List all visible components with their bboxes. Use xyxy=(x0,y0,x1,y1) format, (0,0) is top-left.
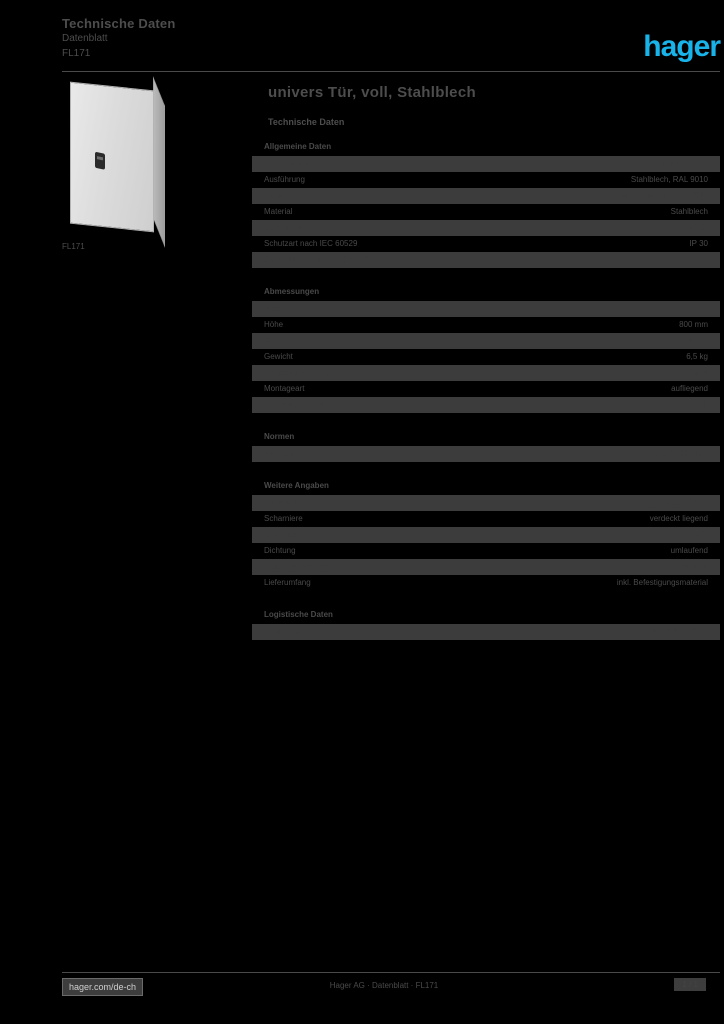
spec-group-table xyxy=(252,280,720,413)
spec-group-table xyxy=(252,135,720,268)
document-page xyxy=(44,0,724,1024)
spec-group-header xyxy=(252,425,720,446)
spec-value: Stahlblech xyxy=(670,207,708,216)
table-row xyxy=(252,381,720,397)
spec-label: Dichtung xyxy=(264,546,296,555)
header-divider xyxy=(62,71,720,72)
spec-value: vorhanden xyxy=(486,559,720,575)
table-row xyxy=(252,156,720,172)
spec-value: 18 mm xyxy=(486,333,720,349)
spec-group-title: Normen xyxy=(264,432,295,441)
spec-label: Breite xyxy=(252,301,486,317)
spec-group-title: Allgemeine Daten xyxy=(264,142,332,151)
spec-label: Öffnungswinkel xyxy=(252,527,486,543)
table-row xyxy=(252,365,720,381)
spec-value: inkl. Befestigungsmaterial xyxy=(616,578,708,587)
spec-value: aufliegend xyxy=(671,384,708,393)
door-face-shape xyxy=(70,82,154,233)
table-row xyxy=(252,204,720,220)
spec-group-header xyxy=(252,603,720,624)
spec-value: Doppelbart 3 mm xyxy=(486,495,720,511)
table-row xyxy=(252,333,720,349)
table-row xyxy=(252,527,720,543)
spec-value: 800 mm xyxy=(679,320,708,329)
spec-value: IP 30 xyxy=(689,239,708,248)
product-image-column xyxy=(62,84,212,251)
table-row xyxy=(252,172,720,188)
specification-column xyxy=(252,84,720,652)
spec-value: 3250611710014 xyxy=(486,624,720,640)
table-row xyxy=(252,495,720,511)
table-row xyxy=(252,220,720,236)
spec-value: umlaufend xyxy=(670,546,708,555)
table-row xyxy=(252,624,720,640)
section-label: Technische Daten xyxy=(268,117,345,127)
footer-center-text: Hager AG · Datenblatt · FL171 xyxy=(329,981,439,990)
table-row xyxy=(252,446,720,462)
table-row xyxy=(252,349,720,365)
door-handle-icon xyxy=(95,152,105,170)
spec-label: Oberfläche xyxy=(252,220,486,236)
brand-logo: hager xyxy=(643,30,720,63)
spec-group-title: Abmessungen xyxy=(264,287,320,296)
spec-label: Tiefe xyxy=(252,333,486,349)
table-row xyxy=(252,301,720,317)
table-row xyxy=(252,188,720,204)
spec-value: 1 Stück xyxy=(486,365,720,381)
footer-page-number: 1 / 1 xyxy=(674,978,706,991)
document-reference: FL171 xyxy=(62,48,91,59)
spec-label: Bezeichnung xyxy=(252,156,486,172)
spec-label: Material xyxy=(264,207,293,216)
spec-label: Anschlagwechsel xyxy=(252,397,486,413)
table-row xyxy=(252,397,720,413)
spec-label: Farbe xyxy=(252,188,486,204)
spec-group-table xyxy=(252,474,720,591)
spec-value: univers Tür voll xyxy=(486,156,720,172)
spec-group-header xyxy=(252,474,720,495)
footer-website-link[interactable]: hager.com/de-ch xyxy=(62,978,143,996)
document-header xyxy=(44,16,724,72)
spec-value: IEC 61439-1/-2 xyxy=(486,446,720,462)
specification-tables xyxy=(252,135,720,640)
spec-label: Höhe xyxy=(264,320,284,329)
spec-group-header xyxy=(252,135,720,156)
spec-label: Schutzklasse nach IEC 61140 xyxy=(252,252,486,268)
table-row xyxy=(252,575,720,591)
spec-group-table xyxy=(252,425,720,462)
table-row xyxy=(252,543,720,559)
spec-label: Lieferumfang xyxy=(264,578,311,587)
spec-label: Verpackungseinheit xyxy=(252,365,486,381)
spec-value: 6,5 kg xyxy=(686,352,708,361)
spec-group-table xyxy=(252,603,720,640)
document-subtitle: Datenblatt xyxy=(62,33,108,44)
page-title: Technische Daten xyxy=(62,16,176,31)
table-row xyxy=(252,236,720,252)
table-row xyxy=(252,511,720,527)
spec-group-title: Weitere Angaben xyxy=(264,481,329,490)
spec-label: Normen xyxy=(252,446,486,462)
door-edge-shape xyxy=(153,76,165,248)
spec-label: Ausführung xyxy=(264,175,305,184)
spec-value: 120° xyxy=(486,527,720,543)
spec-value: möglich xyxy=(486,397,720,413)
spec-label: Montageart xyxy=(264,384,305,393)
image-caption: FL171 xyxy=(62,242,85,251)
spec-value: pulverbeschichtet xyxy=(486,220,720,236)
spec-label: Scharniere xyxy=(264,514,303,523)
table-row xyxy=(252,252,720,268)
table-row xyxy=(252,317,720,333)
spec-group-title: Logistische Daten xyxy=(264,610,333,619)
spec-group-header xyxy=(252,280,720,301)
spec-label: EAN Code xyxy=(252,624,486,640)
spec-value: verkehrsweiss RAL 9010 xyxy=(486,188,720,204)
product-photo xyxy=(62,84,180,232)
spec-label: Verschluss xyxy=(252,495,486,511)
document-footer xyxy=(44,972,724,1006)
spec-label: Gewicht xyxy=(264,352,293,361)
spec-value: Stahlblech, RAL 9010 xyxy=(630,175,708,184)
spec-value: 550 mm xyxy=(486,301,720,317)
table-row xyxy=(252,559,720,575)
spec-label: Schutzart nach IEC 60529 xyxy=(264,239,358,248)
footer-divider xyxy=(62,972,720,973)
spec-value: I xyxy=(486,252,720,268)
spec-label: Erdungsanschluss xyxy=(252,559,486,575)
product-heading: univers Tür, voll, Stahlblech xyxy=(268,84,476,101)
spec-value: verdeckt liegend xyxy=(649,514,708,523)
